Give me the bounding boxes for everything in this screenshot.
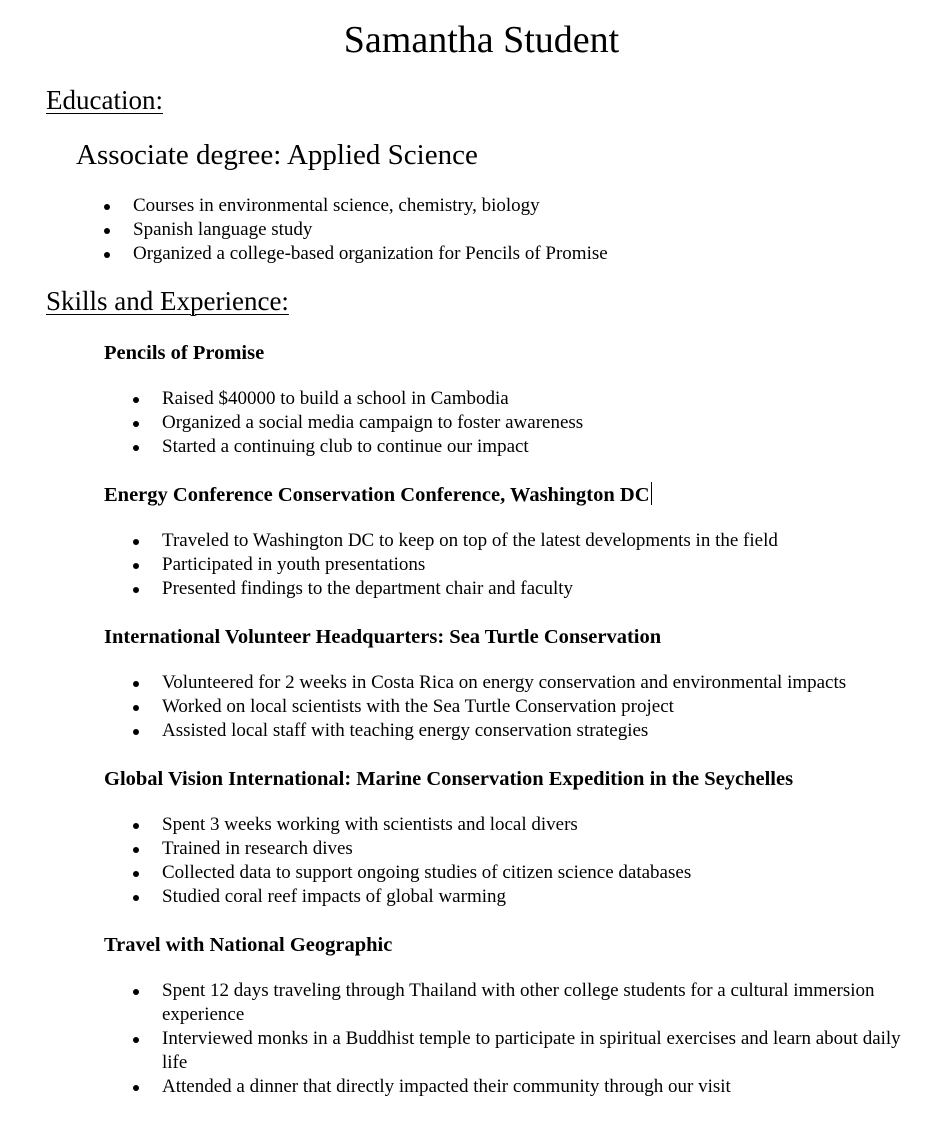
list-item [104,194,884,218]
list-item [133,1075,913,1099]
list-item-text: Volunteered for 2 weeks in Costa Rica on energy conservation and environmental impacts [162,672,847,693]
list-item [133,837,923,861]
experience-heading: Skills and Experience: [46,286,289,316]
list-item-text: Started a continuing club to continue our impact [162,436,529,457]
list-item-text: Traveled to Washington DC to keep on top of the latest developments in the field [162,530,778,551]
bullet-icon [104,228,110,234]
bullet-icon [133,1037,139,1043]
list-item [133,695,923,719]
entry-bullet-list [133,529,923,601]
list-item [133,979,913,1027]
list-item [133,813,923,837]
list-item-text: Attended a dinner that directly impacted their community through our visit [162,1076,731,1097]
resume-name: Samantha Student [343,19,620,61]
education-heading: Education: [46,85,163,115]
bullet-icon [133,895,139,901]
list-item [104,242,884,266]
list-item [104,218,884,242]
list-item-text: Organized a social media campaign to foster awareness [162,412,584,433]
list-item [133,529,923,553]
entry-title-energy-conference[interactable] [104,482,652,508]
bullet-icon [133,989,139,995]
bullet-icon [133,445,139,451]
bullet-icon [133,823,139,829]
text-cursor [651,482,652,505]
list-item-text: Participated in youth presentations [162,554,426,575]
list-item-text: Spent 3 weeks working with scientists and local divers [162,814,578,835]
list-item [133,885,923,909]
list-item [133,719,923,743]
list-item-text: Assisted local staff with teaching energy conservation strategies [162,720,649,741]
bullet-icon [133,681,139,687]
list-item-text: Raised $40000 to build a school in Cambodia [162,388,509,409]
list-item-text: Worked on local scientists with the Sea Turtle Conservation project [162,696,674,717]
list-item-text: Interviewed monks in a Buddhist temple to participate in spiritual exercises and learn about daily life [162,1028,901,1073]
entry-bullet-list [133,387,923,459]
bullet-icon [104,204,110,210]
bullet-icon [133,421,139,427]
entry-bullet-list [133,813,923,909]
entry-title-pencils-of-promise: Pencils of Promise [104,342,265,364]
bullet-icon [133,1085,139,1091]
education-bullet-list [104,194,884,266]
list-item-text: Spent 12 days traveling through Thailand with other college students for a cultural immersion experience [162,980,875,1025]
bullet-icon [133,847,139,853]
bullet-icon [104,252,110,258]
bullet-icon [133,871,139,877]
list-item [133,861,923,885]
list-item [133,671,923,695]
list-item-text: Presented findings to the department chair and faculty [162,578,574,599]
list-item-text: Studied coral reef impacts of global warming [162,886,507,907]
bullet-icon [133,729,139,735]
entry-bullet-list [133,671,923,743]
list-item [133,435,923,459]
bullet-icon [133,539,139,545]
list-item-text: Collected data to support ongoing studies of citizen science databases [162,862,692,883]
list-item-text: Organized a college-based organization for Pencils of Promise [133,243,608,264]
list-item-text: Courses in environmental science, chemistry, biology [133,195,540,216]
bullet-icon [133,587,139,593]
list-item [133,553,923,577]
list-item [133,411,923,435]
bullet-icon [133,563,139,569]
list-item-text: Spanish language study [133,219,313,240]
list-item-text: Trained in research dives [162,838,353,859]
entry-title-national-geographic: Travel with National Geographic [104,934,393,956]
list-item [133,577,923,601]
list-item [133,387,923,411]
list-item [133,1027,913,1075]
entry-title-text: Energy Conference Conservation Conference, Washington DC [104,484,650,506]
entry-bullet-list [133,979,913,1099]
entry-title-gvi: Global Vision International: Marine Conservation Expedition in the Seychelles [104,768,794,790]
entry-title-ivhq: International Volunteer Headquarters: Sea Turtle Conservation [104,626,662,648]
bullet-icon [133,705,139,711]
degree-title: Associate degree: Applied Science [76,139,478,171]
bullet-icon [133,397,139,403]
